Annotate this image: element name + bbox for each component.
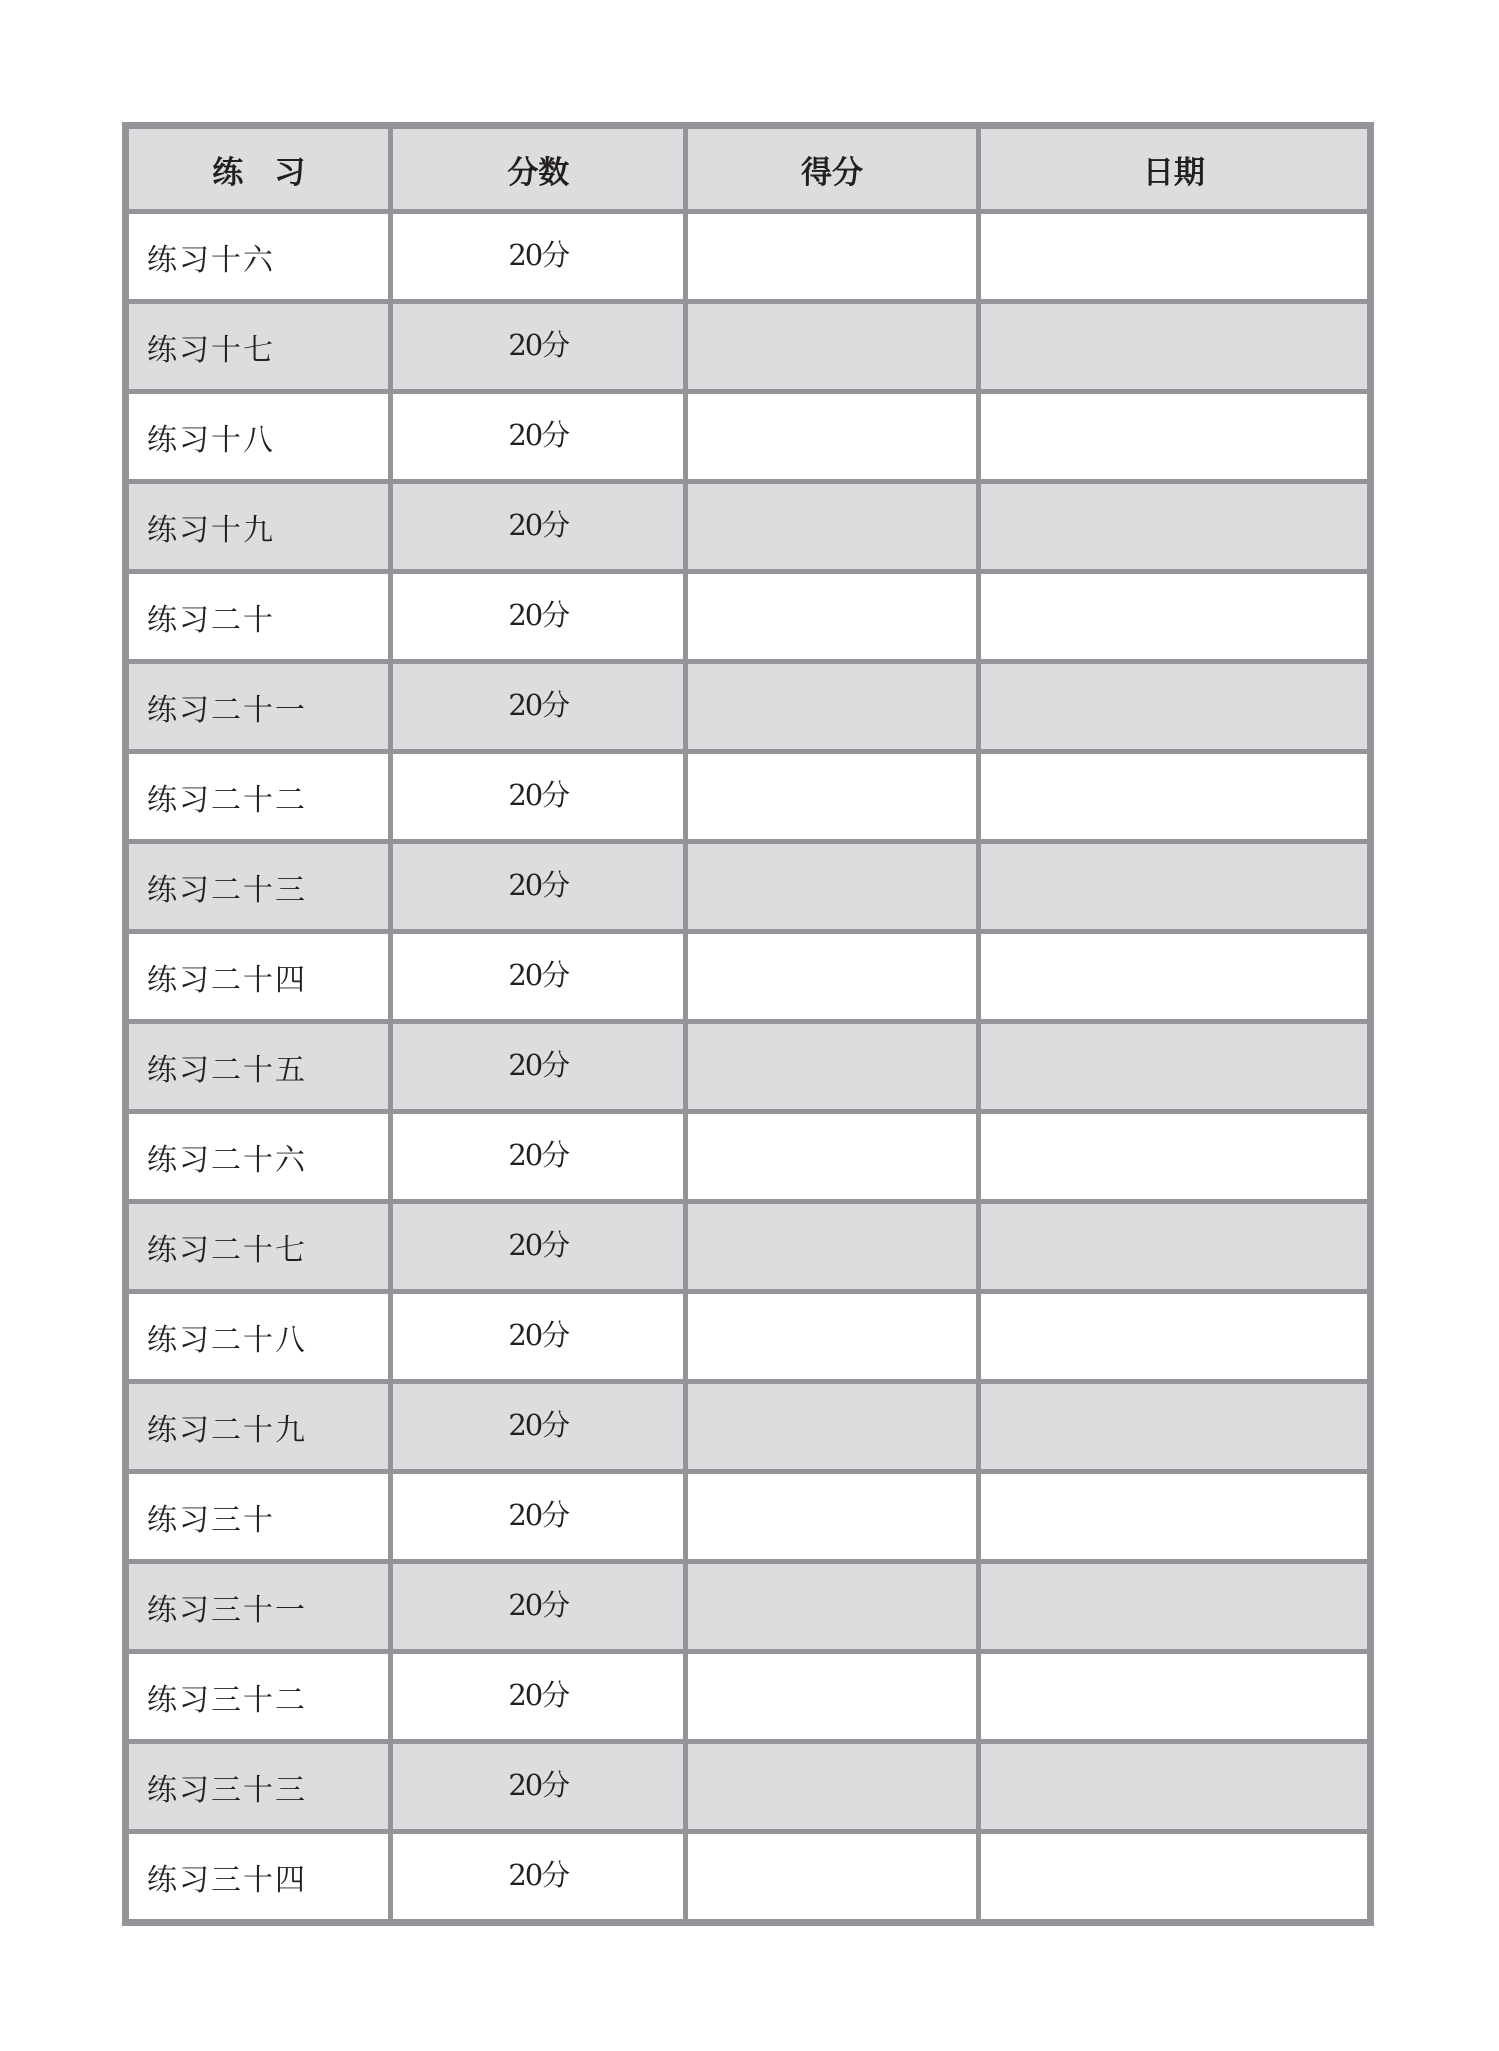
- score-cell[interactable]: [686, 1112, 979, 1202]
- date-cell[interactable]: [978, 1832, 1370, 1923]
- points-cell: 20分: [391, 302, 686, 392]
- exercise-cell: 练习十六: [126, 212, 391, 302]
- points-cell: 20分: [391, 1112, 686, 1202]
- exercise-cell: 练习二十二: [126, 752, 391, 842]
- date-cell[interactable]: [978, 302, 1370, 392]
- score-record-table: [122, 122, 1374, 1926]
- table-row: [126, 392, 1371, 482]
- score-cell[interactable]: [686, 392, 979, 482]
- table-row: [126, 1652, 1371, 1742]
- date-cell[interactable]: [978, 662, 1370, 752]
- date-cell[interactable]: [978, 392, 1370, 482]
- points-cell: 20分: [391, 932, 686, 1022]
- score-cell[interactable]: [686, 662, 979, 752]
- points-cell: 20分: [391, 392, 686, 482]
- points-cell: 20分: [391, 1382, 686, 1472]
- exercise-cell: 练习二十三: [126, 842, 391, 932]
- score-cell[interactable]: [686, 752, 979, 842]
- points-cell: 20分: [391, 1022, 686, 1112]
- points-cell: 20分: [391, 212, 686, 302]
- header-score: 得分: [686, 126, 979, 212]
- score-cell[interactable]: [686, 842, 979, 932]
- date-cell[interactable]: [978, 572, 1370, 662]
- score-cell[interactable]: [686, 302, 979, 392]
- points-cell: 20分: [391, 1202, 686, 1292]
- date-cell[interactable]: [978, 1022, 1370, 1112]
- exercise-cell: 练习二十六: [126, 1112, 391, 1202]
- table-row: [126, 842, 1371, 932]
- table-row: [126, 1112, 1371, 1202]
- exercise-cell: 练习十八: [126, 392, 391, 482]
- points-cell: 20分: [391, 842, 686, 932]
- points-cell: 20分: [391, 752, 686, 842]
- points-cell: 20分: [391, 572, 686, 662]
- date-cell[interactable]: [978, 932, 1370, 1022]
- table-row: [126, 482, 1371, 572]
- table-row: [126, 212, 1371, 302]
- exercise-cell: 练习二十四: [126, 932, 391, 1022]
- table-row: [126, 572, 1371, 662]
- score-cell[interactable]: [686, 1472, 979, 1562]
- score-cell[interactable]: [686, 212, 979, 302]
- exercise-cell: 练习二十五: [126, 1022, 391, 1112]
- date-cell[interactable]: [978, 482, 1370, 572]
- table-row: [126, 1562, 1371, 1652]
- exercise-cell: 练习二十一: [126, 662, 391, 752]
- score-cell[interactable]: [686, 1652, 979, 1742]
- score-cell[interactable]: [686, 1022, 979, 1112]
- points-cell: 20分: [391, 1652, 686, 1742]
- date-cell[interactable]: [978, 1112, 1370, 1202]
- exercise-cell: 练习三十四: [126, 1832, 391, 1923]
- table-row: [126, 1472, 1371, 1562]
- points-cell: 20分: [391, 662, 686, 752]
- date-cell[interactable]: [978, 1742, 1370, 1832]
- points-cell: 20分: [391, 1292, 686, 1382]
- points-cell: 20分: [391, 482, 686, 572]
- table-row: [126, 662, 1371, 752]
- header-row: [126, 126, 1371, 212]
- table-row: [126, 932, 1371, 1022]
- header-points: 分数: [391, 126, 686, 212]
- header-date: 日期: [978, 126, 1370, 212]
- table-row: [126, 1742, 1371, 1832]
- date-cell[interactable]: [978, 752, 1370, 842]
- exercise-cell: 练习三十二: [126, 1652, 391, 1742]
- date-cell[interactable]: [978, 842, 1370, 932]
- exercise-cell: 练习十九: [126, 482, 391, 572]
- exercise-cell: 练习三十三: [126, 1742, 391, 1832]
- score-cell[interactable]: [686, 932, 979, 1022]
- score-cell[interactable]: [686, 1292, 979, 1382]
- score-cell[interactable]: [686, 482, 979, 572]
- points-cell: 20分: [391, 1472, 686, 1562]
- table-row: [126, 302, 1371, 392]
- table-row: [126, 1022, 1371, 1112]
- points-cell: 20分: [391, 1832, 686, 1923]
- score-cell[interactable]: [686, 1382, 979, 1472]
- table-row: [126, 1292, 1371, 1382]
- date-cell[interactable]: [978, 1292, 1370, 1382]
- score-cell[interactable]: [686, 1562, 979, 1652]
- date-cell[interactable]: [978, 1652, 1370, 1742]
- table-row: [126, 1382, 1371, 1472]
- exercise-cell: 练习二十: [126, 572, 391, 662]
- header-exercise: 练 习: [126, 126, 391, 212]
- date-cell[interactable]: [978, 1382, 1370, 1472]
- exercise-cell: 练习二十八: [126, 1292, 391, 1382]
- table-row: [126, 752, 1371, 842]
- date-cell[interactable]: [978, 1562, 1370, 1652]
- exercise-cell: 练习十七: [126, 302, 391, 392]
- date-cell[interactable]: [978, 212, 1370, 302]
- score-cell[interactable]: [686, 572, 979, 662]
- points-cell: 20分: [391, 1742, 686, 1832]
- exercise-cell: 练习三十: [126, 1472, 391, 1562]
- date-cell[interactable]: [978, 1472, 1370, 1562]
- exercise-cell: 练习三十一: [126, 1562, 391, 1652]
- score-cell[interactable]: [686, 1202, 979, 1292]
- table-row: [126, 1202, 1371, 1292]
- points-cell: 20分: [391, 1562, 686, 1652]
- exercise-cell: 练习二十九: [126, 1382, 391, 1472]
- score-cell[interactable]: [686, 1742, 979, 1832]
- score-cell[interactable]: [686, 1832, 979, 1923]
- table-row: [126, 1832, 1371, 1923]
- date-cell[interactable]: [978, 1202, 1370, 1292]
- exercise-cell: 练习二十七: [126, 1202, 391, 1292]
